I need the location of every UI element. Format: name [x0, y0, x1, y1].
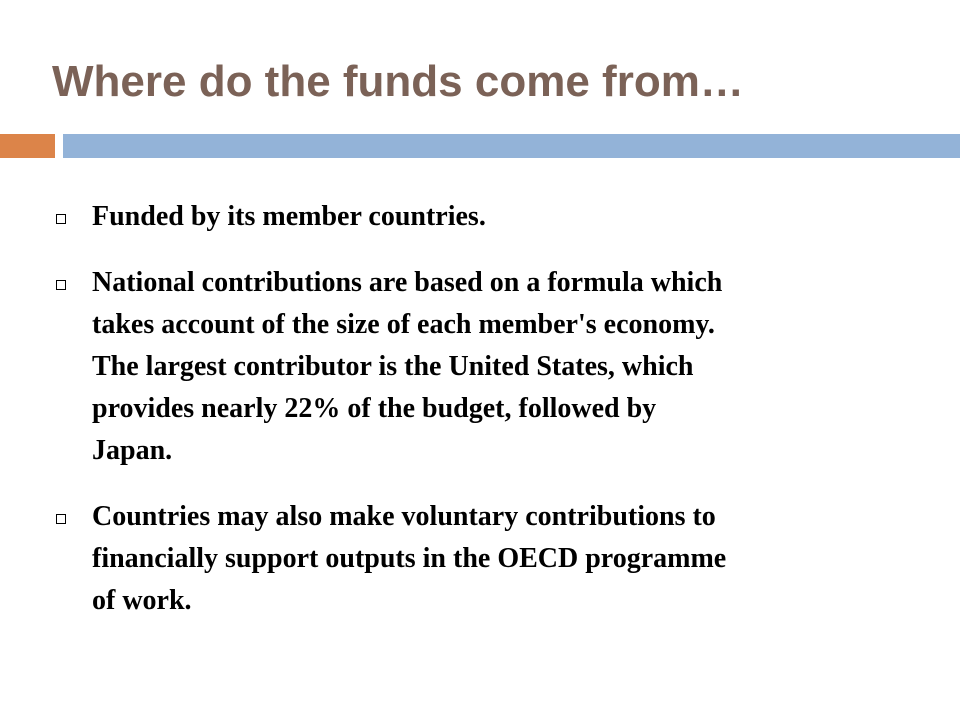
- bullet-text: Funded by its member countries.: [92, 201, 486, 232]
- bullet-text: Countries may also make voluntary contributions to financially support outputs in the OECD programme of work.: [92, 501, 727, 616]
- title-underline-bar: [63, 134, 960, 158]
- bullet-text: National contributions are based on a formula which takes account of the size of each member's economy. The largest contributor is the United States, which provides nearly 22% of the budget, followed by Japan.: [92, 267, 723, 466]
- hollow-square-bullet-icon: [56, 280, 66, 290]
- bullet-item: [56, 496, 896, 622]
- slide-title: Where do the funds come from…: [52, 57, 744, 106]
- hollow-square-bullet-icon: [56, 514, 66, 524]
- bullet-item: [56, 196, 896, 238]
- bullet-item: [56, 262, 896, 472]
- hollow-square-bullet-icon: [56, 214, 66, 224]
- title-underline-accent-bar: [0, 134, 55, 158]
- bullet-list: [56, 196, 896, 646]
